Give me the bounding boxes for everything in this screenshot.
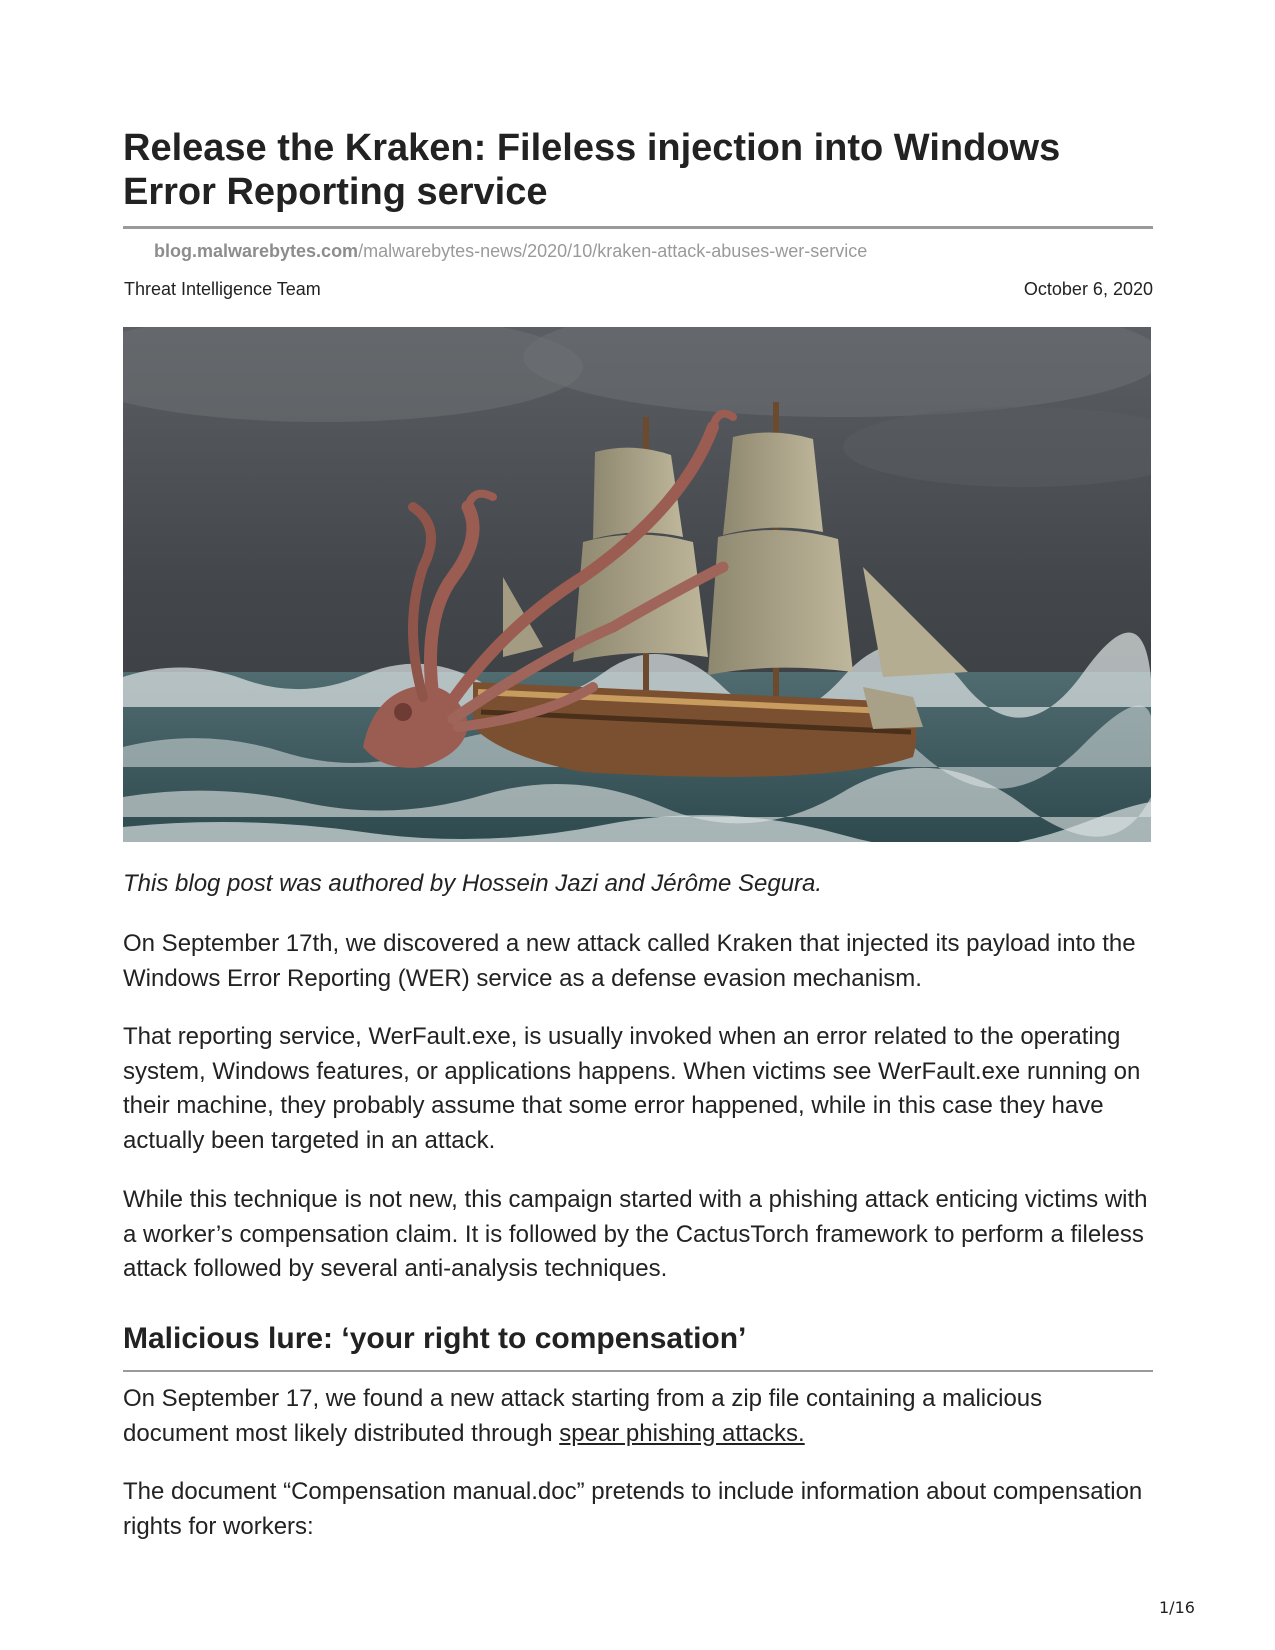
url-domain[interactable]: blog.malwarebytes.com [154,241,359,261]
page-number: 1/16 [1159,1598,1195,1617]
section-heading: Malicious lure: ‘your right to compensation’ [123,1322,747,1355]
author-name: Threat Intelligence Team [124,279,321,299]
spear-phishing-link[interactable]: spear phishing attacks. [559,1419,805,1447]
paragraph-4 [123,1382,1153,1451]
paragraph-4-text: On September 17, we found a new attack starting from a zip file containing a malicious document most likely distributed through [123,1385,1043,1447]
hero-image-kraken-ship [123,327,1151,842]
title-divider [123,226,1153,229]
author-caption: This blog post was authored by Hossein Jazi and Jérôme Segura. [123,870,823,897]
paragraph-5: The document “Compensation manual.doc” pretends to include information about compensation rights for workers: [123,1478,1143,1540]
url-path[interactable]: /malwarebytes-news/2020/10/kraken-attack-abuses-wer-service [358,241,868,261]
source-url[interactable] [154,241,867,262]
article-title: Release the Kraken: Fileless injection into Windows Error Reporting service [123,127,1061,213]
paragraph-1: On September 17th, we discovered a new attack called Kraken that injected its payload into the Windows Error Reporting (WER) service as a defense evasion mechanism. [123,930,1136,992]
section-divider [123,1370,1153,1372]
paragraph-2: That reporting service, WerFault.exe, is usually invoked when an error related to the operating system, Windows features, or applications happens. When victims see WerFault.exe running on their machine, they probably assume that some error happened, while in this case they have actually been targeted in an attack. [123,1023,1141,1154]
publish-date: October 6, 2020 [1023,279,1153,299]
paragraph-3: While this technique is not new, this campaign started with a phishing attack enticing victims with a worker’s compensation claim. It is followed by the CactusTorch framework to perform a fileless attack followed by several anti-analysis techniques. [123,1186,1148,1282]
